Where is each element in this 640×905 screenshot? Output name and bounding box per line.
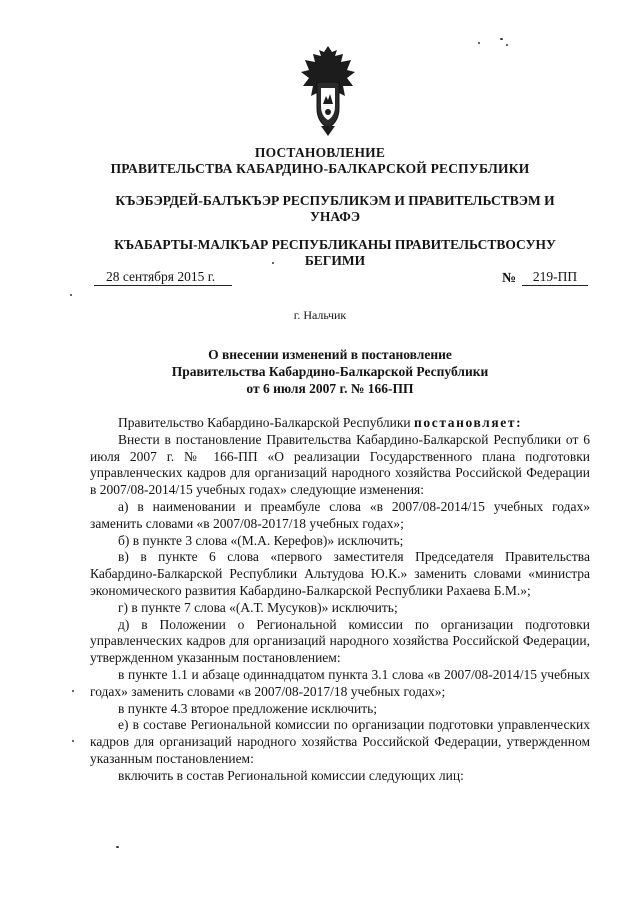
title-line-3: от 6 июля 2007 г. № 166-ПП (246, 381, 414, 396)
decree-body (90, 415, 590, 785)
paragraph-e: е) в составе Региональной комиссии по организации подготовки управленческих кадров для организаций народного хозяйства Российской Федерации, утвержденном указанным постановлением: (90, 717, 590, 766)
paragraph-d-1: в пункте 1.1 и абзаце одиннадцатом пункта 3.1 слова «в 2007/08-2014/15 учебных годах» заменить словами «в 2007/08-2017/18 учебных годах»; (90, 666, 590, 699)
intro-paragraph (90, 415, 590, 432)
paragraph-a: а) в наименовании и преамбуле слова «в 2007/08-2014/15 учебных годах» заменить словами «в 2007/08-2017/18 учебных годах»; (90, 498, 590, 531)
decree-number: 219-ПП (522, 268, 588, 286)
scan-speck (478, 42, 480, 44)
intro-prefix: Правительство Кабардино-Балкарской Республики (118, 415, 414, 430)
scan-speck (70, 294, 72, 296)
scan-speck (272, 262, 274, 264)
government-heading-ru: ПРАВИТЕЛЬСТВА КАБАРДИНО-БАЛКАРСКОЙ РЕСПУБЛИКИ (110, 161, 530, 176)
scan-speck (116, 846, 119, 848)
scan-speck (72, 740, 74, 742)
paragraph-d: д) в Положении о Региональной комиссии по организации подготовки управленческих кадров для организаций народного хозяйства Российской Федерации, утвержденном указанным постановлением: (90, 616, 590, 666)
scan-speck (506, 44, 508, 46)
paragraph-g: г) в пункте 7 слова «(А.Т. Мусуков)» исключить; (118, 599, 398, 615)
title-line-2: Правительства Кабардино-Балкарской Республики (171, 364, 489, 379)
decree-title (120, 346, 540, 397)
paragraph-e-1: включить в состав Региональной комиссии следующих лиц: (118, 767, 464, 783)
paragraph-main: Внести в постановление Правительства Кабардино-Балкарской Республики от 6 июля 2007 г. № 166-ПП «О реализации Государственного плана подготовки управленческих кадров для организаций народного хозяйства Российской Федерации в 2007/08-2014/15 учебных годах» следующие изменения: (90, 431, 590, 498)
decree-heading: ПОСТАНОВЛЕНИЕ (254, 145, 386, 160)
intro-verb: постановляет: (414, 415, 523, 430)
government-heading-kbd: КЪЭБЭРДЕЙ-БАЛЪКЪЭР РЕСПУБЛИКЭМ И ПРАВИТЕЛЬСТВЭМ И УНАФЭ (115, 193, 555, 224)
city-label: г. Нальчик (293, 308, 347, 322)
government-heading-krc: КЪАБАРТЫ-МАЛКЪАР РЕСПУБЛИКАНЫ ПРАВИТЕЛЬСТВОСУНУ БЕГИМИ (114, 237, 556, 268)
coat-of-arms-icon (297, 42, 359, 138)
paragraph-d-2: в пункте 4.3 второе предложение исключить; (118, 700, 378, 716)
title-line-1: О внесении изменений в постановление (208, 347, 452, 362)
paragraph-v: в) в пункте 6 слова «первого заместителя Председателя Правительства Кабардино-Балкарской Республики Альтудова Ю.К.» заменить словами «министра экономического развития Кабардино-Балкарской Республики Рахаева Б.М.»; (90, 549, 590, 598)
paragraph-b: б) в пункте 3 слова «(М.А. Керефов)» исключить; (118, 532, 404, 548)
number-sign: № (502, 271, 517, 286)
scan-speck (500, 38, 503, 40)
decree-date: 28 сентября 2015 г. (94, 268, 232, 286)
scan-speck (72, 690, 74, 692)
